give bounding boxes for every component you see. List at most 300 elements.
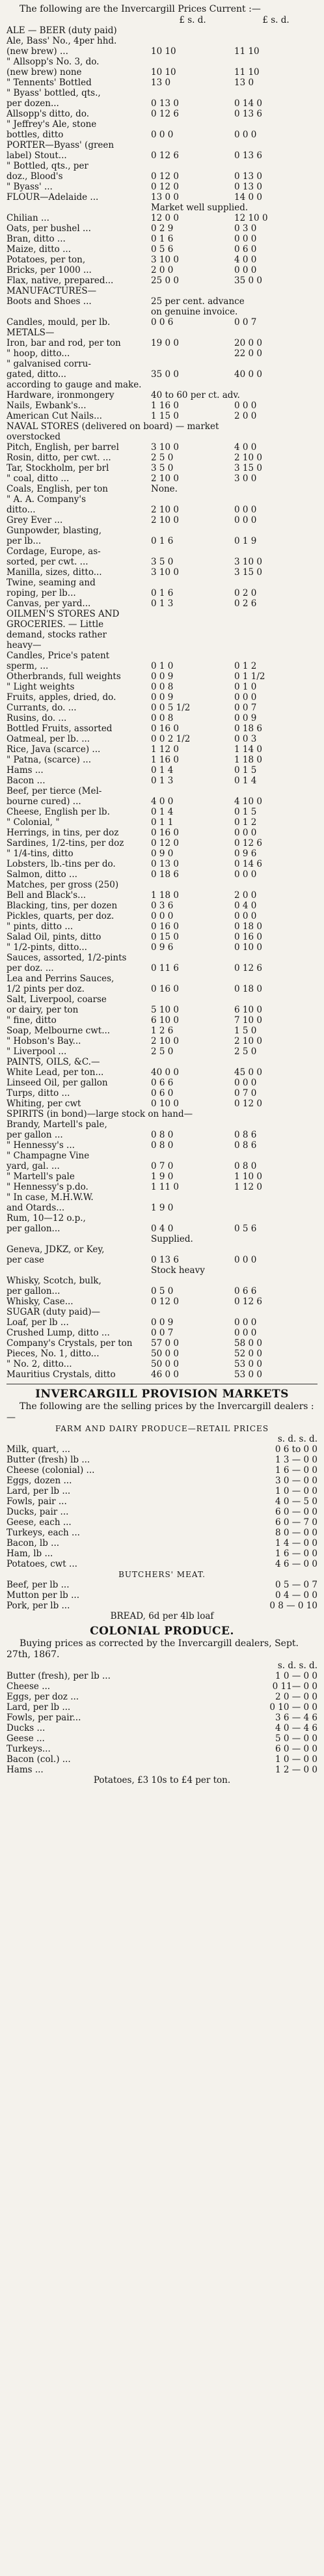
price-label: Crushed Lump, ditto ... <box>7 1328 110 1338</box>
price-label: FLOUR—Adelaide ... <box>7 192 99 203</box>
price-low: 0 12 6 <box>151 109 179 119</box>
price-label: gated, ditto... <box>7 369 66 380</box>
price-label: demand, stocks rather <box>7 630 107 640</box>
price-low: 2 5 0 <box>151 453 174 463</box>
price-row <box>7 46 317 57</box>
price-row <box>7 723 317 734</box>
price-low: 2 10 0 <box>151 1036 179 1046</box>
price-high: 0 1 5 <box>234 765 257 776</box>
price-label: (new brew) none <box>7 67 82 77</box>
market-label: Butter (fresh) lb ... <box>7 1455 90 1465</box>
market-label: Lard, per lb ... <box>7 1486 71 1496</box>
price-low: 1 16 0 <box>151 755 179 765</box>
price-row <box>7 432 317 442</box>
price-high: 3 10 0 <box>234 557 262 567</box>
price-label: Whisky, Case... <box>7 1296 74 1307</box>
price-low: on genuine invoice. <box>151 307 238 317</box>
price-row <box>7 890 317 901</box>
price-high: 0 13 0 <box>234 182 262 192</box>
price-row <box>7 1046 317 1057</box>
market-row <box>7 1476 317 1486</box>
price-row <box>7 1109 317 1119</box>
price-row <box>7 182 317 192</box>
price-row <box>7 223 317 234</box>
price-label: " Tennents' Bottled <box>7 77 92 88</box>
price-high: 0 2 6 <box>234 598 257 609</box>
price-label: Flax, native, prepared... <box>7 275 114 286</box>
price-row <box>7 1307 317 1317</box>
price-label: Whiting, per cwt <box>7 1099 81 1109</box>
price-label: Geneva, JDKZ, or Key, <box>7 1244 105 1255</box>
price-label: Tar, Stockholm, per brl <box>7 463 109 473</box>
price-low: 0 0 9 <box>151 692 174 703</box>
price-row <box>7 244 317 255</box>
market-amount: 0 10 — 0 0 <box>269 1702 317 1713</box>
price-low: 0 15 0 <box>151 932 179 942</box>
bread-price: BREAD, 6d per 4lb loaf <box>110 1611 214 1621</box>
price-label: Currants, do. ... <box>7 703 77 713</box>
market-label: Ham, lb ... <box>7 1548 53 1559</box>
price-high: 0 18 0 <box>234 921 262 932</box>
price-label: Grey Ever ... <box>7 515 63 525</box>
market-label: Eggs, per doz ... <box>7 1692 79 1702</box>
price-label: per doz. ... <box>7 963 54 973</box>
price-high: 0 7 0 <box>234 1088 257 1099</box>
newspaper-page <box>7 0 317 1785</box>
price-high: 0 8 6 <box>234 1130 257 1140</box>
market-label: Turkeys, each ... <box>7 1528 80 1538</box>
market-amount: 0 11— 0 0 <box>272 1681 317 1692</box>
price-high: 0 10 0 <box>234 942 262 953</box>
price-label: " Hennessy's ... <box>7 1140 75 1151</box>
market-amount: 3 0 — 0 0 <box>275 1476 317 1486</box>
price-high: 2 0 0 <box>234 890 257 901</box>
price-high: 0 0 9 <box>234 713 257 723</box>
price-label: Hams ... <box>7 765 44 776</box>
price-label: Rice, Java (scarce) ... <box>7 744 101 755</box>
market-amount: 1 4 — 0 0 <box>275 1538 317 1548</box>
price-row <box>7 786 317 796</box>
market-row <box>7 1723 317 1733</box>
market-label: Lard, per lb ... <box>7 1702 71 1713</box>
price-low: 0 9 6 <box>151 942 174 953</box>
price-high: 0 0 3 <box>234 734 257 744</box>
price-high: 0 13 6 <box>234 150 262 161</box>
price-high: 0 0 0 <box>234 265 257 275</box>
price-row <box>7 973 317 984</box>
price-row <box>7 67 317 77</box>
market-amount: 1 0 — 0 0 <box>275 1754 317 1765</box>
price-label: " fine, ditto <box>7 1015 57 1026</box>
price-high: 0 0 7 <box>234 317 257 328</box>
price-label: Boots and Shoes ... <box>7 296 92 307</box>
price-row <box>7 651 317 661</box>
price-low: 0 7 0 <box>151 1161 174 1171</box>
price-low: 0 1 6 <box>151 234 174 244</box>
price-row <box>7 150 317 161</box>
price-high: 0 0 0 <box>234 828 257 838</box>
price-low: 0 13 6 <box>151 1255 179 1265</box>
price-row <box>7 963 317 973</box>
price-low: 1 2 6 <box>151 1026 174 1036</box>
price-low: 0 12 6 <box>151 150 179 161</box>
price-row <box>7 275 317 286</box>
price-label: " 1/4-tins, ditto <box>7 848 74 859</box>
price-low: 0 12 0 <box>151 171 179 182</box>
price-row <box>7 1213 317 1224</box>
price-low: 12 0 0 <box>151 213 179 223</box>
price-label: White Lead, per ton... <box>7 1067 104 1078</box>
price-row <box>7 1234 317 1244</box>
price-high: 0 13 6 <box>234 109 262 119</box>
price-low: 0 11 6 <box>151 963 179 973</box>
market-row <box>7 1465 317 1476</box>
price-label: Nails, Ewbank's... <box>7 400 87 411</box>
market-amount: 4 0 — 4 6 <box>275 1723 317 1733</box>
price-high: 0 0 0 <box>234 911 257 921</box>
price-high: 0 12 0 <box>234 1099 262 1109</box>
price-label: Pitch, English, per barrel <box>7 442 119 453</box>
butchers-list <box>7 1580 317 1611</box>
price-label: label) Stout... <box>7 150 67 161</box>
price-label: Manilla, sizes, ditto... <box>7 567 102 578</box>
price-high: 0 12 6 <box>234 838 262 848</box>
price-row <box>7 213 317 223</box>
market-amount: 6 0 — 0 0 <box>275 1507 317 1517</box>
price-label: Canvas, per yard... <box>7 598 91 609</box>
price-high: 7 10 0 <box>234 1015 262 1026</box>
price-high: 0 6 0 <box>234 244 257 255</box>
price-row <box>7 494 317 505</box>
market-row <box>7 1671 317 1681</box>
price-low: 25 0 0 <box>151 275 179 286</box>
market-amount: 6 0 — 7 0 <box>275 1517 317 1528</box>
market-row <box>7 1528 317 1538</box>
price-label: PAINTS, OILS, &C.— <box>7 1057 100 1067</box>
market-label: Ducks ... <box>7 1723 46 1733</box>
price-row <box>7 734 317 744</box>
price-label: roping, per lb... <box>7 588 76 598</box>
market-label: Milk, quart, ... <box>7 1444 70 1455</box>
price-label: per gallon... <box>7 1286 61 1296</box>
price-row <box>7 1338 317 1349</box>
price-row <box>7 57 317 67</box>
market-label: Hams ... <box>7 1765 44 1775</box>
price-label: " Allsopp's No. 3, do. <box>7 57 100 67</box>
market-label: Mutton per lb ... <box>7 1590 79 1601</box>
price-low: 0 5 0 <box>151 1286 174 1296</box>
price-high: 0 12 6 <box>234 963 262 973</box>
market-label: Geese ... <box>7 1733 45 1744</box>
price-row <box>7 140 317 150</box>
colonial-title: COLONIAL PRODUCE. <box>90 1625 234 1638</box>
price-low: 0 1 4 <box>151 765 174 776</box>
price-low: 0 10 0 <box>151 1099 179 1109</box>
market-label: Cheese (colonial) ... <box>7 1465 95 1476</box>
price-row <box>7 307 317 317</box>
price-label: Rum, 10—12 o.p., <box>7 1213 86 1224</box>
price-row <box>7 1067 317 1078</box>
price-low: 1 12 0 <box>151 744 179 755</box>
price-label: Turps, ditto ... <box>7 1088 70 1099</box>
price-low: 25 per cent. advance <box>151 296 245 307</box>
price-label: Twine, seaming and <box>7 578 96 588</box>
price-high: 0 0 0 <box>234 515 257 525</box>
price-row <box>7 692 317 703</box>
price-low: 10 10 <box>151 46 176 57</box>
price-row <box>7 1296 317 1307</box>
price-label: Rusins, do. ... <box>7 713 67 723</box>
price-label: Chilian ... <box>7 213 49 223</box>
price-label: per gallon... <box>7 1224 61 1234</box>
price-high: 3 0 0 <box>234 473 257 484</box>
price-low: 57 0 0 <box>151 1338 179 1349</box>
price-label: Pieces, No. 1, ditto... <box>7 1349 100 1359</box>
currency-header-b: £ s. d. <box>262 15 290 25</box>
price-row <box>7 838 317 848</box>
market-amount: 4 0 — 5 0 <box>275 1496 317 1507</box>
price-low: 6 10 0 <box>151 1015 179 1026</box>
price-high: 4 10 0 <box>234 796 262 807</box>
price-label: Bran, ditto ... <box>7 234 66 244</box>
price-high: 2 5 0 <box>234 1046 257 1057</box>
market-amount: 8 0 — 0 0 <box>275 1528 317 1538</box>
price-low: 0 8 0 <box>151 1130 174 1140</box>
price-row <box>7 619 317 630</box>
price-label: Salt, Liverpool, coarse <box>7 994 107 1005</box>
price-low: 0 8 0 <box>151 1140 174 1151</box>
price-low: 0 0 7 <box>151 1328 174 1338</box>
price-low: 40 to 60 per ct. adv. <box>151 390 240 400</box>
price-label: sorted, per cwt. ... <box>7 557 88 567</box>
price-row <box>7 640 317 651</box>
price-high: 0 1 1/2 <box>234 671 265 682</box>
market-row <box>7 1507 317 1517</box>
price-row <box>7 1255 317 1265</box>
price-row <box>7 994 317 1005</box>
price-label: Brandy, Martell's pale, <box>7 1119 107 1130</box>
price-label: Cheese, English per lb. <box>7 807 110 817</box>
price-row <box>7 1328 317 1338</box>
butchers-header: BUTCHERS' MEAT. <box>118 1570 206 1579</box>
price-label: Candles, Price's patent <box>7 651 110 661</box>
price-row <box>7 369 317 380</box>
price-row <box>7 682 317 692</box>
price-row <box>7 1265 317 1276</box>
price-row <box>7 1036 317 1046</box>
price-label: per lb... <box>7 536 42 546</box>
price-row <box>7 255 317 265</box>
price-low: 3 10 0 <box>151 442 179 453</box>
price-row <box>7 234 317 244</box>
market-amount: 6 0 — 0 0 <box>275 1744 317 1754</box>
price-label: " Hennessy's p.do. <box>7 1182 88 1192</box>
price-high: 0 8 6 <box>234 1140 257 1151</box>
market-row <box>7 1496 317 1507</box>
price-low: 0 1 3 <box>151 598 174 609</box>
price-high: 53 0 0 <box>234 1359 262 1369</box>
market-label: Geese, each ... <box>7 1517 72 1528</box>
price-label: " No. 2, ditto... <box>7 1359 72 1369</box>
price-label: MANUFACTURES— <box>7 286 97 296</box>
market-row <box>7 1754 317 1765</box>
price-label: Bricks, per 1000 ... <box>7 265 92 275</box>
market-amount: 0 4 — 0 0 <box>275 1590 317 1601</box>
price-high: 0 14 6 <box>234 859 262 869</box>
price-row <box>7 776 317 786</box>
price-low: 0 16 0 <box>151 723 179 734</box>
provision-title: INVERCARGILL PROVISION MARKETS <box>35 1388 289 1401</box>
price-row <box>7 400 317 411</box>
price-low: 13 0 <box>151 77 171 88</box>
price-low: 0 9 0 <box>151 848 174 859</box>
price-high: 0 18 6 <box>234 723 262 734</box>
price-label: Lobsters, lb.-tins per do. <box>7 859 116 869</box>
price-low: 13 0 0 <box>151 192 179 203</box>
price-low: 0 18 6 <box>151 869 179 880</box>
price-low: 1 9 0 <box>151 1203 174 1213</box>
price-row <box>7 1317 317 1328</box>
price-row <box>7 36 317 46</box>
price-row <box>7 1130 317 1140</box>
market-row <box>7 1590 317 1601</box>
price-label: Hardware, ironmongery <box>7 390 115 400</box>
market-label: Cheese ... <box>7 1681 51 1692</box>
price-row <box>7 1161 317 1171</box>
price-high: 0 0 0 <box>234 1255 257 1265</box>
price-label: Bacon ... <box>7 776 46 786</box>
price-row <box>7 578 317 588</box>
price-row <box>7 921 317 932</box>
market-label: Beef, per lb ... <box>7 1580 70 1590</box>
price-high: 0 8 0 <box>234 1161 257 1171</box>
price-label: Whisky, Scotch, bulk, <box>7 1276 101 1286</box>
price-low: 0 0 2 1/2 <box>151 734 191 744</box>
price-row <box>7 630 317 640</box>
price-high: 22 0 0 <box>234 348 262 359</box>
colonial-intro: Buying prices as corrected by the Invercargill dealers, Sept. 27th, 1867. <box>7 1638 299 1660</box>
price-row <box>7 1015 317 1026</box>
price-label: per gallon ... <box>7 1130 63 1140</box>
price-high: 2 10 0 <box>234 1036 262 1046</box>
price-row <box>7 192 317 203</box>
price-low: 0 16 0 <box>151 921 179 932</box>
price-label: Allsopp's ditto, do. <box>7 109 89 119</box>
provision-col-header <box>7 1434 317 1444</box>
price-label: Fruits, apples, dried, do. <box>7 692 116 703</box>
price-row <box>7 1026 317 1036</box>
price-low: None. <box>151 484 178 494</box>
price-row <box>7 1078 317 1088</box>
price-label: Soap, Melbourne cwt... <box>7 1026 111 1036</box>
price-low: 0 13 0 <box>151 98 179 109</box>
price-high: 0 13 0 <box>234 171 262 182</box>
price-high: 0 0 0 <box>234 692 257 703</box>
market-row <box>7 1744 317 1754</box>
price-high: 0 0 0 <box>234 1078 257 1088</box>
price-high: 58 0 0 <box>234 1338 262 1349</box>
price-row <box>7 1244 317 1255</box>
price-label: overstocked <box>7 432 61 442</box>
price-row <box>7 859 317 869</box>
price-low: 1 16 0 <box>151 400 179 411</box>
market-label: Turkeys... <box>7 1744 51 1754</box>
price-label: " Liverpool ... <box>7 1046 67 1057</box>
market-row <box>7 1702 317 1713</box>
price-low: 0 6 6 <box>151 1078 174 1088</box>
price-label: Bottled Fruits, assorted <box>7 723 113 734</box>
market-amount: 1 6 — 0 0 <box>275 1548 317 1559</box>
price-label: Lea and Perrins Sauces, <box>7 973 115 984</box>
price-label: " In case, M.H.W.W. <box>7 1192 94 1203</box>
price-row <box>7 1224 317 1234</box>
price-row <box>7 588 317 598</box>
price-row <box>7 453 317 463</box>
price-label: Oats, per bushel ... <box>7 223 91 234</box>
price-low: 46 0 0 <box>151 1369 179 1380</box>
price-label: " Patna, (scarce) ... <box>7 755 92 765</box>
price-high: 2 10 0 <box>234 453 262 463</box>
price-high: 1 5 0 <box>234 1026 257 1036</box>
price-low: 0 12 0 <box>151 182 179 192</box>
market-row <box>7 1601 317 1611</box>
price-low: 0 1 0 <box>151 661 174 671</box>
price-low: 50 0 0 <box>151 1349 179 1359</box>
price-row <box>7 161 317 171</box>
price-low: 2 10 0 <box>151 515 179 525</box>
price-row <box>7 119 317 130</box>
price-row <box>7 505 317 515</box>
price-high: 45 0 0 <box>234 1067 262 1078</box>
price-label: Sauces, assorted, 1/2-pints <box>7 953 127 963</box>
farm-list <box>7 1444 317 1569</box>
market-amount: 1 6 — 0 0 <box>275 1465 317 1476</box>
market-amount: 1 2 — 0 0 <box>275 1765 317 1775</box>
price-row <box>7 515 317 525</box>
price-label: " Jeffrey's Ale, stone <box>7 119 97 130</box>
price-row <box>7 317 317 328</box>
price-row <box>7 421 317 432</box>
market-label: Pork, per lb ... <box>7 1601 70 1611</box>
price-row <box>7 109 317 119</box>
price-row <box>7 567 317 578</box>
market-label: Fowls, pair ... <box>7 1496 67 1507</box>
price-label: METALS— <box>7 328 55 338</box>
price-low: 10 10 <box>151 67 176 77</box>
price-low: 0 1 4 <box>151 807 174 817</box>
colonial-col-header-text: s. d. s. d. <box>277 1660 317 1671</box>
price-label: per dozen... <box>7 98 59 109</box>
price-label: " Light weights <box>7 682 75 692</box>
price-row <box>7 671 317 682</box>
price-row <box>7 880 317 890</box>
market-row <box>7 1517 317 1528</box>
price-high: 20 0 0 <box>234 338 262 348</box>
price-row <box>7 442 317 453</box>
price-label: Matches, per gross (250) <box>7 880 119 890</box>
price-row <box>7 984 317 994</box>
market-row <box>7 1580 317 1590</box>
price-low: 0 1 3 <box>151 776 174 786</box>
price-low: 1 15 0 <box>151 411 179 421</box>
price-high: 53 0 0 <box>234 1369 262 1380</box>
price-low: Stock heavy <box>151 1265 205 1276</box>
price-row <box>7 1057 317 1067</box>
price-label: Otherbrands, full weights <box>7 671 121 682</box>
price-label: yard, gal. ... <box>7 1161 60 1171</box>
price-label: and Otards... <box>7 1203 65 1213</box>
market-amount: 0 5 — 0 7 <box>275 1580 317 1590</box>
